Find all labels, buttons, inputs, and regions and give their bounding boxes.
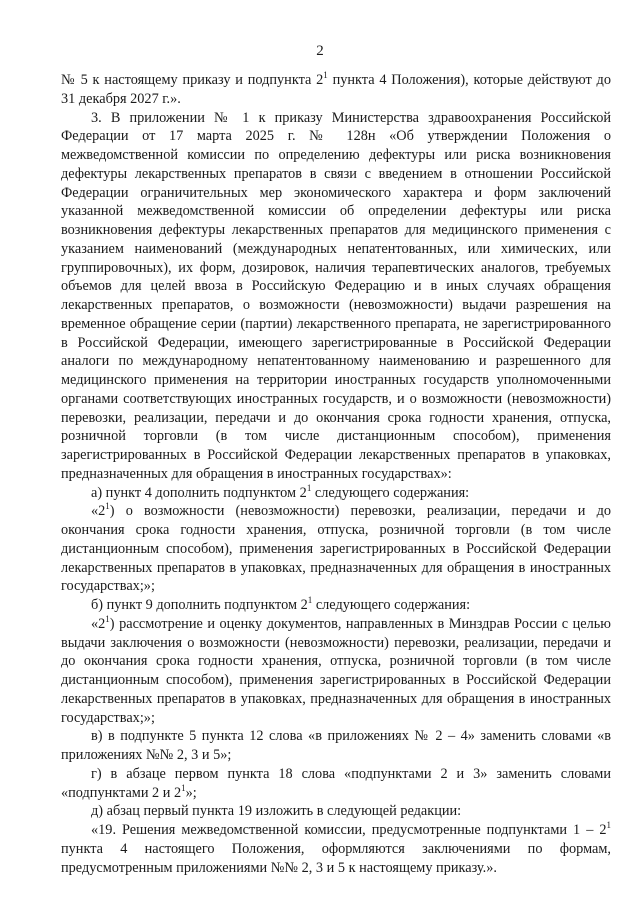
paragraph-quote-d (61, 821, 611, 877)
paragraph-subitem-b (61, 596, 611, 615)
text-run: № 5 к настоящему приказу и подпункта 2 (61, 72, 324, 88)
paragraph-item-3: 3. В приложении № 1 к приказу Министерства здравоохранения Российской Федерации от 17 марта 2025 г. № 128н «Об утверждении Положения о межведомственной комиссии по определению дефектуры или риска возникновения дефектуры лекарственных препаратов в связи с введением в отношении Российской Федерации ограничительных мер экономического характера и форм заключений указанной межведомственной комиссии об определении дефектуры или риска возникновения дефектуры лекарственных препаратов для медицинского применения с указанием наименований (международных непатентованных, или химических, или группировочных), их форм, дозировок, наличия терапевтических аналогов, требуемых объемов для целей ввоза в Российскую Федерацию и в иных случаях обращения лекарственных препаратов, о возможности (невозможности) выдачи разрешения на временное обращение серии (партии) лекарственного препарата, не зарегистрированного в Российской Федерации, имеющего зарегистрированные в Российской Федерации аналоги по международному непатентованному наименованию и разрешенного для медицинского применения на территории иностранных государств уполномоченными органами соответствующих иностранных государств, и о возможности (невозможности) перевозки, реализации, передачи и до окончания срока годности хранения, отпуска, розничной торговли (в том числе дистанционным способом), применения зарегистрированных в Российской Федерации лекарственных препаратов в упаковках, предназначенных для обращения в иностранных государствах»: (61, 109, 611, 482)
paragraph-subitem-v: в) в подпункте 5 пункта 12 слова «в приложениях № 2 – 4» заменить словами «в приложениях №№ 2, 3 и 5»; (61, 728, 611, 763)
superscript: 1 (306, 482, 312, 493)
superscript: 1 (181, 782, 186, 793)
paragraph-subitem-a (61, 484, 611, 503)
text-run: а) пункт 4 дополнить подпунктом 2 (91, 484, 307, 501)
text-run: »; (185, 784, 197, 801)
document-body (61, 71, 611, 877)
text-run: «2 (91, 615, 106, 632)
text-run: следующего содержания: (311, 484, 470, 501)
text-run: ) о возможности (невозможности) перевозки, реализации, передачи и до окончания срока годности хранения, отпуска, розничной торговли (в том числе дистанционным способом), применения зарегистрированных в Российской Федерации лекарственных препаратов в упаковках, предназначенных для обращения в иностранных государствах;»; (61, 503, 611, 595)
page-number: 2 (316, 43, 324, 59)
paragraph-subitem-d: д) абзац первый пункта 19 изложить в следующей редакции: (91, 803, 462, 820)
superscript: 1 (307, 595, 313, 605)
paragraph-quote-b (61, 615, 611, 728)
superscript: 1 (105, 613, 110, 624)
paragraph-continuation (61, 71, 611, 109)
paragraph-subitem-g (61, 765, 611, 803)
text-run: «19. Решения межведомственной комиссии, предусмотренные подпунктами 1 – 2 (91, 822, 607, 838)
superscript: 1 (323, 70, 328, 80)
text-run: г) в абзаце первом пункта 18 слова «подпунктами 2 и 3» заменить словами «подпунктами 2 и 2 (61, 765, 611, 801)
text-run: пункта 4 Положения), которые действуют до 31 декабря 2027 г.». (61, 72, 611, 107)
paragraph-quote-a (61, 502, 611, 596)
superscript: 1 (105, 501, 110, 512)
text-run: ) рассмотрение и оценку документов, направленных в Минздрав России с целью выдачи заключения о возможности (невозможности) перевозки, реализации, передачи и до окончания срока годности хранения, отпуска, розничной торговли (в том числе дистанционным способом), применения зарегистрированных в Российской Федерации лекарственных препаратов в упаковках, предназначенных для обращения в иностранных государствах;»; (61, 615, 611, 726)
text-run: пункта 4 настоящего Положения, оформляются заключениями по формам, предусмотренным приложениями №№ 2, 3 и 5 к настоящему приказу.». (61, 840, 611, 876)
superscript: 1 (606, 820, 611, 830)
text-run: следующего содержания: (312, 597, 471, 613)
text-run: б) пункт 9 дополнить подпунктом 2 (91, 597, 308, 613)
text-run: «2 (91, 503, 106, 520)
